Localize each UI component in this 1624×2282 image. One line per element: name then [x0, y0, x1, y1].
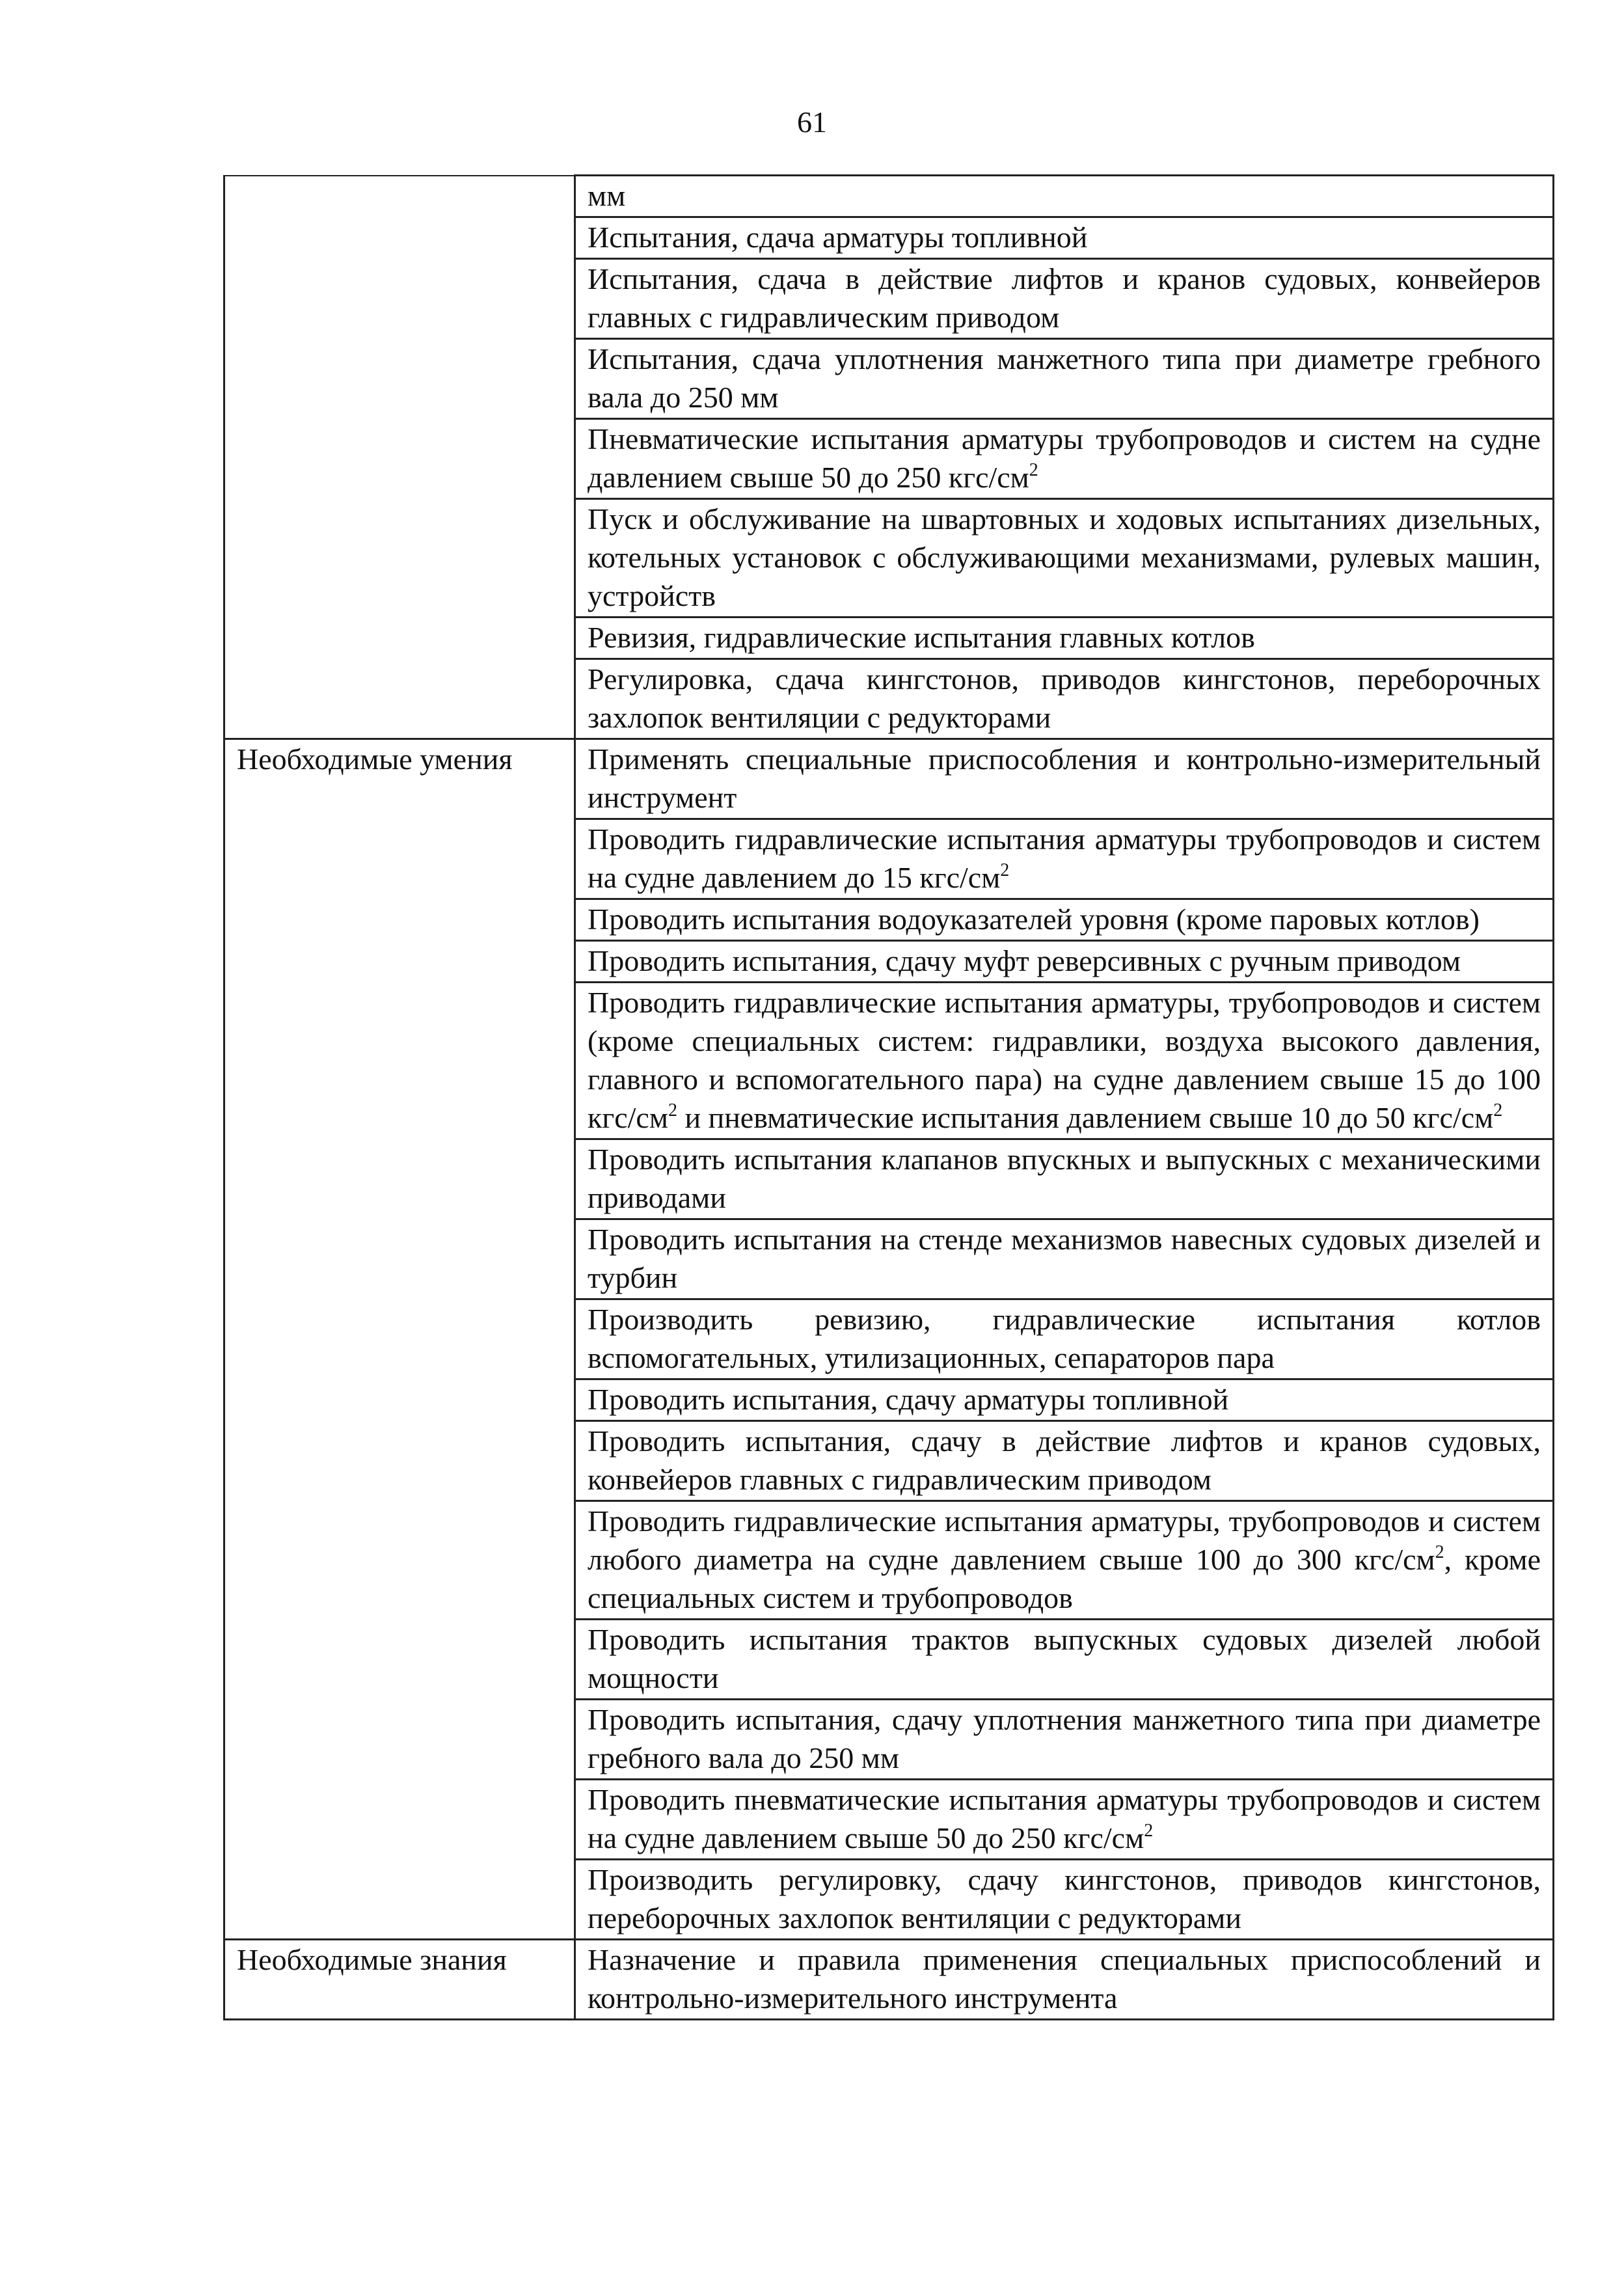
requirement-item: Проводить испытания трактов выпускных судовых дизелей любой мощности — [575, 1620, 1554, 1700]
requirement-item: Пневматические испытания арматуры трубопроводов и систем на судне давлением свыше 50 до 250 кгс/$см^2$ — [575, 419, 1554, 499]
requirement-item: Проводить испытания на стенде механизмов навесных судовых дизелей и турбин — [575, 1219, 1554, 1299]
requirement-item: Испытания, сдача в действие лифтов и кранов судовых, конвейеров главных с гидравлическим приводом — [575, 259, 1554, 339]
requirement-item: Назначение и правила применения специальных приспособлений и контрольно-измерительного инструмента — [575, 1940, 1554, 2020]
requirements-table — [223, 174, 1554, 2020]
table-row — [224, 1940, 1554, 2020]
requirement-item: Проводить пневматические испытания арматуры трубопроводов и систем на судне давлением свыше 50 до 250 кгс/$см^2$ — [575, 1780, 1554, 1860]
requirement-item: Проводить гидравлические испытания арматуры трубопроводов и систем на судне давлением до 15 кгс/$см^2$ — [575, 819, 1554, 899]
superscript: 2 — [1144, 1821, 1154, 1841]
requirement-item: Проводить испытания, сдачу арматуры топливной — [575, 1379, 1554, 1421]
superscript: 2 — [1493, 1100, 1503, 1121]
requirement-item: мм — [575, 176, 1554, 217]
requirement-item: Ревизия, гидравлические испытания главных котлов — [575, 618, 1554, 659]
requirement-item: Проводить гидравлические испытания арматуры, трубопроводов и систем (кроме специальных систем: гидравлики, воздуха высокого давления, главного и вспомогательного пара) на судне давлением свыше 15 до 100 кгс/$см^2$ и пневматические испытания давлением свыше 10 до 50 кгс/$см^2$ — [575, 983, 1554, 1139]
requirement-item: Проводить гидравлические испытания арматуры, трубопроводов и систем любого диаметра на судне давлением свыше 100 до 300 кгс/$см^2$, кроме специальных систем и трубопроводов — [575, 1501, 1554, 1620]
requirement-item: Проводить испытания, сдачу уплотнения манжетного типа при диаметре гребного вала до 250 мм — [575, 1700, 1554, 1780]
superscript: 2 — [1029, 460, 1038, 480]
section-category: Необходимые умения — [224, 739, 575, 1940]
requirement-item: Пуск и обслуживание на швартовных и ходовых испытаниях дизельных, котельных установок с обслуживающими механизмами, рулевых машин, устройств — [575, 499, 1554, 618]
requirement-item: Проводить испытания, сдачу в действие лифтов и кранов судовых, конвейеров главных с гидравлическим приводом — [575, 1421, 1554, 1501]
requirement-item: Проводить испытания водоуказателей уровня (кроме паровых котлов) — [575, 899, 1554, 941]
requirement-item: Применять специальные приспособления и контрольно-измерительный инструмент — [575, 739, 1554, 819]
superscript: 2 — [668, 1100, 677, 1121]
page-number: 61 — [797, 105, 827, 139]
requirement-item: Производить регулировку, сдачу кингстонов, приводов кингстонов, переборочных захлопок вентиляции с редукторами — [575, 1860, 1554, 1940]
requirement-item: Производить ревизию, гидравлические испытания котлов вспомогательных, утилизационных, сепараторов пара — [575, 1299, 1554, 1379]
section-category: Необходимые знания — [224, 1940, 575, 2020]
section-category — [224, 176, 575, 739]
requirement-item: Испытания, сдача арматуры топливной — [575, 217, 1554, 259]
requirement-item: Регулировка, сдача кингстонов, приводов кингстонов, переборочных захлопок вентиляции с редукторами — [575, 659, 1554, 739]
table-row — [224, 739, 1554, 819]
table-row — [224, 176, 1554, 217]
requirement-item: Проводить испытания клапанов впускных и выпускных с механическими приводами — [575, 1139, 1554, 1219]
superscript: 2 — [1000, 860, 1010, 880]
superscript: 2 — [1435, 1542, 1444, 1562]
requirement-item: Испытания, сдача уплотнения манжетного типа при диаметре гребного вала до 250 мм — [575, 339, 1554, 419]
requirement-item: Проводить испытания, сдачу муфт реверсивных с ручным приводом — [575, 941, 1554, 983]
